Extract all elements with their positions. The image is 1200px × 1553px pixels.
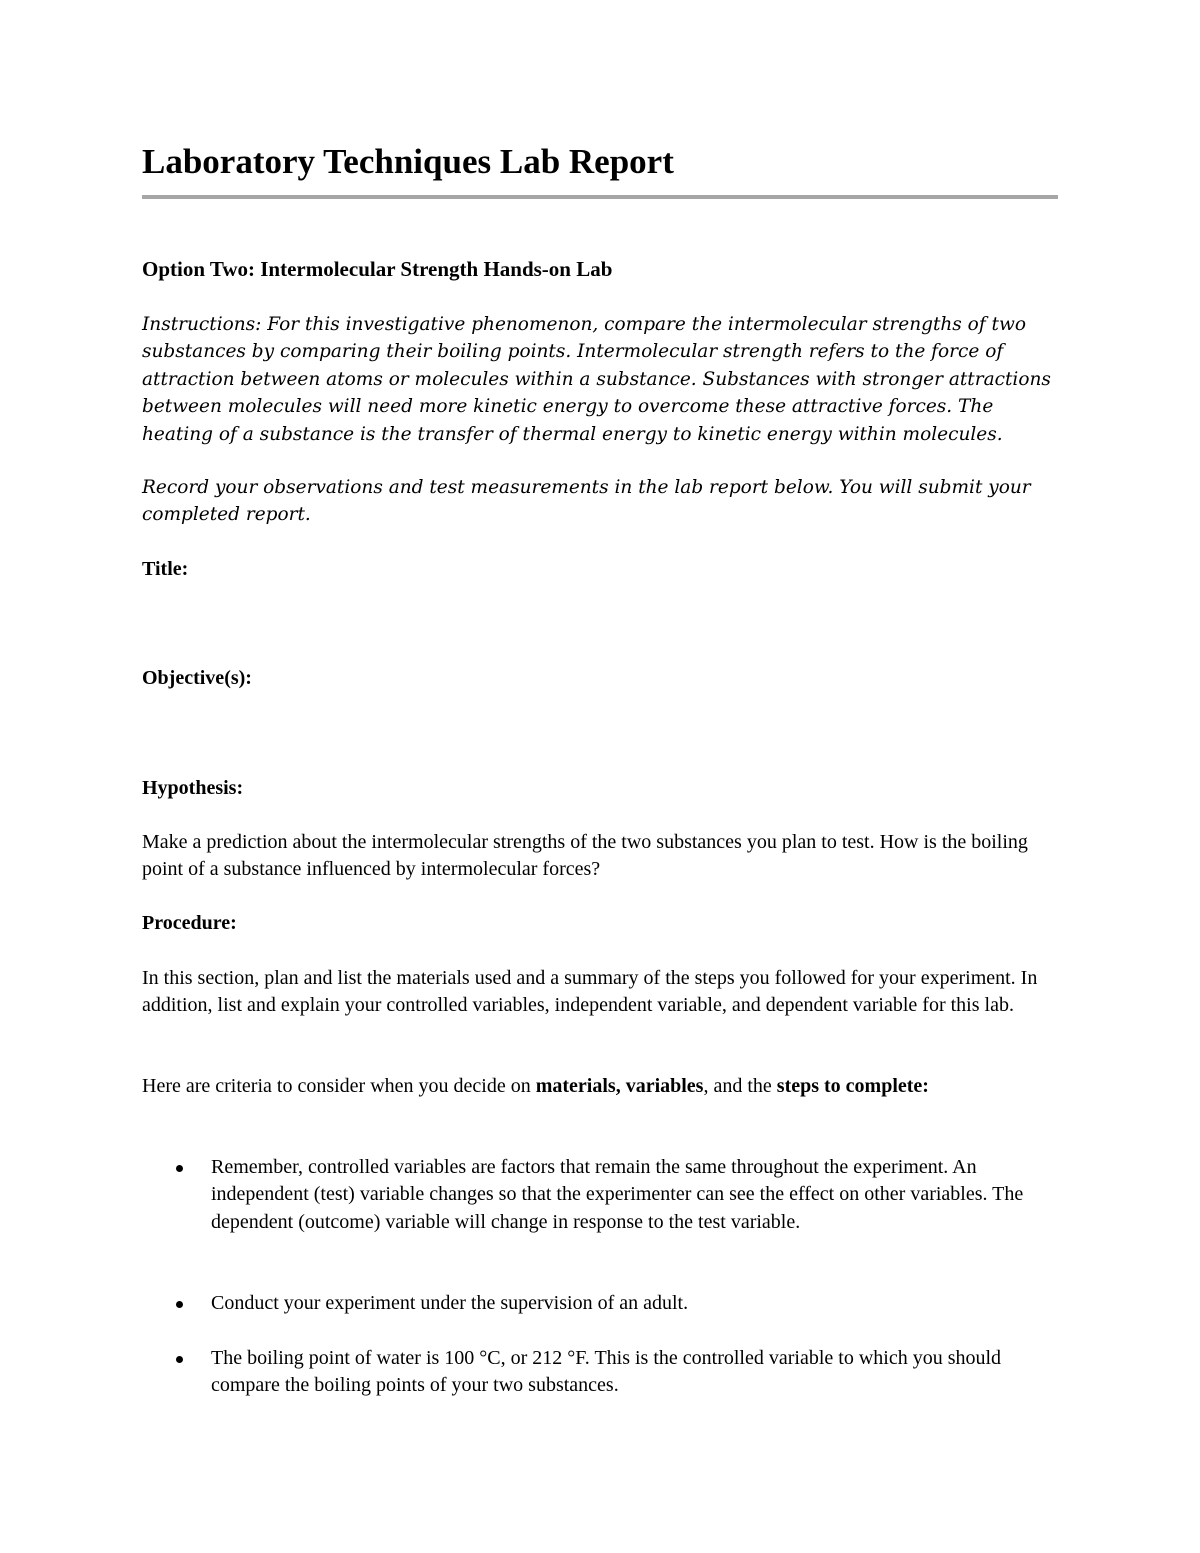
title-label: Title: bbox=[142, 558, 189, 580]
document-title: Laboratory Techniques Lab Report bbox=[142, 142, 674, 181]
criteria-and-the: , and the bbox=[703, 1075, 777, 1097]
bullet-text: Remember, controlled variables are factors that remain the same throughout the experiment. An independent (test) variable changes so that the experimenter can see the effect on other variables. The dependent (outcome) variable will change in response to the test variable. bbox=[211, 1156, 1024, 1233]
criteria-steps: steps to complete: bbox=[776, 1075, 929, 1097]
hypothesis-label: Hypothesis: bbox=[142, 777, 244, 799]
option-heading: Option Two: Intermolecular Strength Hands-on Lab bbox=[142, 257, 613, 281]
bullet-text: Conduct your experiment under the supervision of an adult. bbox=[211, 1292, 689, 1314]
bullet-text: The boiling point of water is 100 °C, or 212 °F. This is the controlled variable to which you should compare the boiling points of your two substances. bbox=[211, 1347, 1002, 1397]
procedure-paragraph: In this section, plan and list the materials used and a summary of the steps you followed for your experiment. In addition, list and explain your controlled variables, independent variable, and dependent variable for this lab. bbox=[142, 967, 1038, 1017]
criteria-materials: materials, variables bbox=[535, 1075, 704, 1097]
hypothesis-paragraph: Make a prediction about the intermolecular strengths of the two substances you plan to test. How is the boiling point of a substance influenced by intermolecular forces? bbox=[142, 831, 1028, 881]
criteria-paragraph bbox=[142, 1073, 1058, 1100]
bullet-icon bbox=[176, 1356, 183, 1363]
title-divider bbox=[142, 195, 1058, 199]
record-note-paragraph: Record your observations and test measurements in the lab report below. You will submit your completed report. bbox=[142, 477, 1031, 526]
bullet-icon bbox=[176, 1301, 183, 1308]
objectives-label: Objective(s): bbox=[142, 667, 252, 689]
procedure-label: Procedure: bbox=[142, 912, 237, 934]
criteria-lead: Here are criteria to consider when you decide on bbox=[142, 1075, 536, 1097]
instructions-paragraph: Instructions: For this investigative phenomenon, compare the intermolecular strengths of two substances by comparing their boiling points. Intermolecular strength refers to the force of attraction between atoms or molecules within a substance. Substances with stronger attractions between molecules will need more kinetic energy to overcome these attractive forces. The heating of a substance is the transfer of thermal energy to kinetic energy within molecules. bbox=[142, 314, 1051, 445]
bullet-icon bbox=[176, 1165, 183, 1172]
